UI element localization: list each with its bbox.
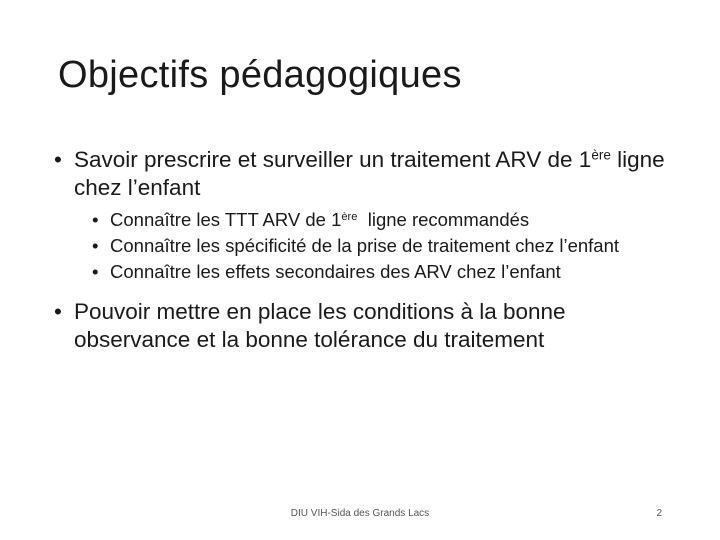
bullet-1-text: Savoir prescrire et surveiller un traitement ARV de 1: [74, 147, 592, 172]
sub-bullet-1: [54, 208, 674, 232]
sub-bullet-2: [54, 234, 674, 258]
bullet-1-superscript: ère: [591, 147, 611, 163]
bullet-1: [54, 146, 674, 202]
slide-footer: DIU VIH-Sida des Grands Lacs: [290, 508, 430, 519]
bullet-dot-icon: •: [92, 209, 99, 230]
sub-bullet-1-superscript: ère: [341, 210, 358, 223]
sub-bullet-2-text: Connaître les spécificité de la prise de traitement chez l’enfant: [110, 235, 620, 256]
bullet-2: [54, 298, 674, 354]
slide-title: Objectifs pédagogiques: [58, 54, 462, 96]
sub-bullet-1-text: Connaître les TTT ARV de 1: [110, 209, 342, 230]
slide-number: 2: [656, 508, 662, 519]
bullet-dot-icon: •: [54, 299, 62, 324]
sub-bullet-1-text-end: ligne recommandés: [357, 209, 530, 230]
slide-content: [54, 146, 674, 360]
bullet-1-text-end: ligne chez l’enfant: [74, 147, 665, 200]
bullet-dot-icon: •: [92, 261, 99, 282]
sub-bullet-list: [54, 208, 674, 284]
sub-bullet-3-text: Connaître les effets secondaires des ARV chez l’enfant: [110, 261, 561, 282]
bullet-2-text: Pouvoir mettre en place les conditions à la bonne observance et la bonne tolérance du traitement: [74, 299, 566, 352]
bullet-dot-icon: •: [92, 235, 99, 256]
bullet-dot-icon: •: [54, 147, 62, 172]
sub-bullet-3: [54, 260, 674, 284]
